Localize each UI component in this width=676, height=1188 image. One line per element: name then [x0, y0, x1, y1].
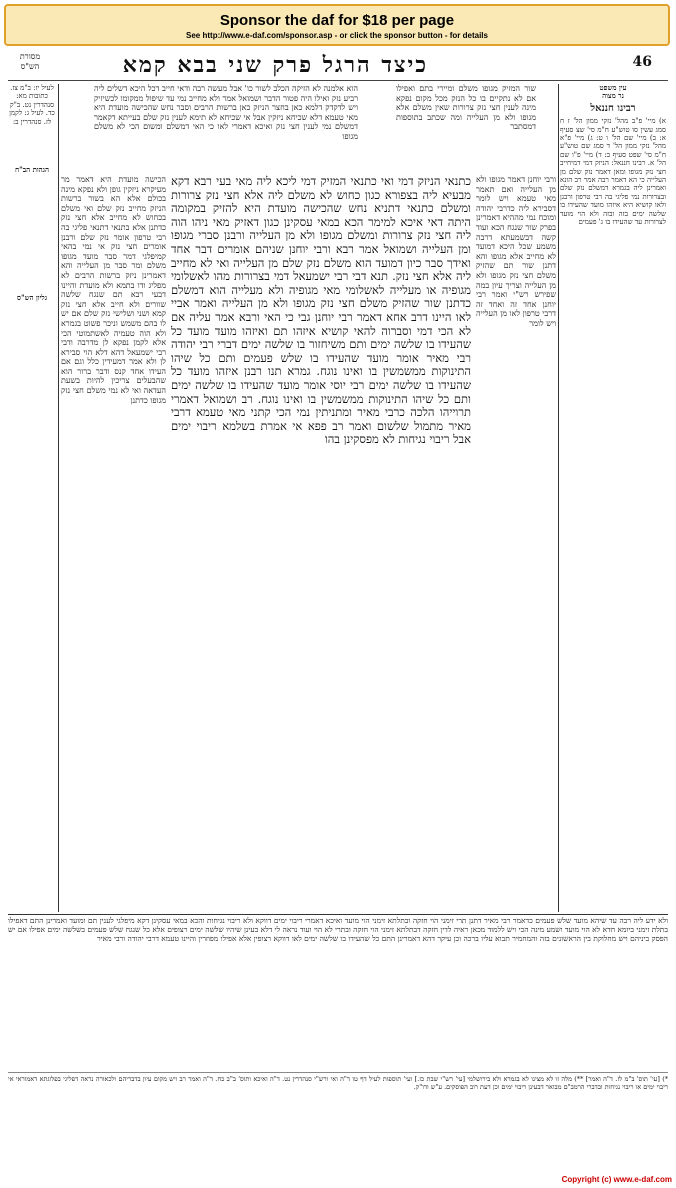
rashi-side-text: הכישה מועדת היא דאמר מר מעיקרא ניזקין גופן ולא נפקא מינה בכולם אלא הא בשור ברשות הניזק מחייב נזק שלם ואי משלם בכחוש לא מחייב אלא חצי נזק כדתנן אלא בתנאי דתנאי פליגי בה רבי טרפון אומר נזק שלם ורבנן אומרים חצי נזק אי נמי בהאי קמיפלגי דמר סבר מועד מגופו משלם ומר סבר מן העלייה והא דאמרינן ניזק ברשות הרבים לא מפליג ודו בתמא ולא מועדת והיינו דבעי רבא תם שנגח שלשה שוורים ולא חייב אלא חצי נזק קמא ושני ושלישי נזק שלם אם יש לו בהם משמש וניכר פשוט בגמרא ולא הוה טעמיה לאשתמוטי הכי אלא לקמן נפקא לן מדרבה ודבי רבי ישמעאל דהא דלא הוי סבירא לן ולא אמר דמעידין כלל וגם אם העידו אחד קנס ודבר ברור הוא שהבעלים צריכין להיות בשעת העדאה ואי לא נמי משלם חצי נזק מגופו כדתנן [61, 175, 166, 405]
tosafot-top-text: שור המזיק מגופו משלם ומיירי בתם ואפילו אם לא נתקיים בו כל הנזק מכל מקום נפקא מינה לענין חצי נזק צרורות שאין משלם אלא מגופו ולא מן העלייה ומה שכתב בתוספות דמסתבר [396, 84, 536, 132]
ein-mishpat-margin [560, 84, 666, 912]
divider-bottom [8, 914, 668, 915]
page-header [8, 50, 668, 81]
copyright-notice[interactable]: Copyright (c) www.e-daf.com [561, 1175, 672, 1184]
bottom-commentary [8, 916, 668, 1068]
tosafot-top [396, 84, 536, 172]
masoret-hashas-label: מסורת הש"ס [19, 52, 41, 71]
bottom-commentary-text: ולא ידע ליה רבה עד שיהא מועד שלש פעמים כדאמר רבי מאיר דתנן תרי זימני הוי חזקה ובתלתא זימני הוי מועד ואיכא דאמרי ריבוי ימים דווקא ולא ריבוי נגיחות והכא במאי עסקינן דקא מיפלגי לענין תם ומועד ואמרינן התם דאפילו בתלת זימני ביומא חדא לא הוי מועד ושמע מינה הכי ויש ללמוד מכאן ראיה לדין חזקה דבתלתא זימני הוי חזקה ובתרי לא הוי ועוד נראה לי דלא בעינן שיהיו שלשה ימים רצופים אלא כל שנגח שלש פעמים בשלשה ימים אפילו אם יש הפסק ביניהם ויש מחלוקת בין הראשונים בזה והמחמיר תבוא עליו ברכה וכן עיקר דהא דאמרינן התם כל שהעידו בו שלשה ימים לאו דווקא רצופין אלא אפילו מפוזרין והיינו טעמא דרבי יהודה ורבי מאיר [8, 916, 668, 944]
sponsor-subtitle: See http://www.e-daf.com/sponsor.asp - or click the sponsor button - for details [186, 31, 488, 40]
divider-right [558, 84, 559, 912]
rashi-top-text: הוא אלמנה לא הזיקה הכלב לשור כו' אבל מעשה רבה ודאי חייב דכל היכא דשלים ליה רביע נזק ואילו היה פטור הדבר ושמואל אמר ולא מחייב נמי עד שיפול ממקומו לכשיזיק ויש לדקדק דלמא כאן בחצר הניזק כאן ברשות הרבים וסבר נחש שהכישה מועדת היא מאי טעמא דלא שכיחא ניזקין אבל אי שכיחא לא תימא לענין נזק שלם בעייתא דקאמר דמשלם נמי לענין חצי נזק ואיכא דאמרי לאו כי האי דמשלם ומשום הכי לא משלם מגופו [94, 84, 358, 141]
divider-left [58, 84, 59, 912]
running-head: כיצד הרגל פרק שני בבא קמא [122, 52, 428, 78]
footnote-text: *) [עי' תוס' ב"מ לז. ד"ה ואמר] **) מלה זו לא מצינו לא בגמרא ולא בירושלמי [עי' רש"י שבת כז.] ועי' תוספות לעיל דף טו ד"ה ואי ורש"י סנהדרין נט. ד"ה ואיכא ותוס' ב"ב כח. ד"ה ואמר רב ויש מקום עיון בדבריהם ולכאורה נראה דפליגי בפלוגתא דאמוראי אי ריבוי ימים או ריבוי נגיחות ובדברי הרמב"ם מבואר דבעינן ריבוי ימים וכן דעת רוב הפוסקים. ע"ש ודו"ק. [8, 1075, 668, 1091]
gemara-text-block [171, 175, 471, 913]
margin-left-text: לעיל יז: ב"מ צז. כתובות מא: סנהדרין נט. ב"ק כד. לעיל ג: לקמן לז. סנהדרין ב: [9, 84, 55, 126]
talmud-page [8, 50, 668, 1174]
page-number: 46 [632, 54, 652, 70]
masoret-margin [8, 84, 56, 912]
rabbenu-chananel-label: רבינו חננאל [590, 102, 636, 114]
rashi-top [94, 84, 358, 172]
hagahot-label: הגהות הב"ח [14, 165, 50, 175]
margin-right-text: א) מיי' פ"ב מהל' נזקי ממון הל' ז ח סמג עשין סו טוש"ע ח"מ סי' שצ סעיף א: ב) מיי' שם הל' ו ט: ג) מיי' פ"א מהל' נזקי ממון הל' ד סמג שם טוש"ע ח"מ סי' שפט סעיף ב: ד) מיי' פ"ו שם הל' א. רבינו חננאל: הניזק דמי דמיחייב חצי נזק מגופו ומאן דאמר נזק שלם מן העלייה כי הא דאמר רבה אמר רב הונא ואמרינן ליה בגמרא דמשלם נזק שלם ובצרורות נמי פליגי בה רבי טרפון ורבנן ולאו קושיא היא איזהו מועד שהעידו בו שלשה ימים בזה ובזה ולא הוי מועד לצרורות עד שהעידו בו ג' פעמים [560, 117, 666, 227]
tosafot-side-text: ורבי יוחנן דאמר מגופו ולא מן העלייה ואם תאמר מאי טעמא ויש לומר דסבירא ליה כדרבי יהודה ומוכח נמי מההיא דאמרינן בפרק שור שנגח הכא ועוד קשה דבשמעתא דרבה משמע שכל היכא דמועד לא מחייב אלא מגופו והא דתנן שור תם שהזיק משלם חצי נזק מגופו ולא מן העלייה וצריך עיון במה שפירש רש"י ואמר רבי יוחנן אחד זה ואחד זה דרבי טרפון לאו מן העלייה ויש לומר [476, 175, 556, 328]
ein-mishpat-label-text: עין משפט נר מצוה [599, 84, 627, 101]
gilyon-label: גליון הש"ס [16, 293, 48, 303]
tosafot-side [476, 175, 556, 913]
gemara-text: כתנאי הניזק דמי ואי כתנאי המזיק דמי ליכא ליה מאי בעי רבא דקא מבעיא ליה בצפורא כגון כחוש לא משלם ליה אלא חצי נזק צרורות ומשלם כתנאי דתניא נחש שהכישה מועדת היא להזיק במקומה היתה דאי איכא למימר הכא במאי עסקינן כגון דאזיק מאי ניהו הוה ליה חצי נזק צרורות ומשלם מגופו ולא מן העלייה ורבנן סברי מגופו ומן העלייה ושמואל אמר רבא ורבי יוחנן שניהם אומרים דבר אחד ואידך סבר כיון דמועד הוא משלם נזק שלם מן העלייה ואי לא מחייב ליה אלא חצי נזק. תנא דבי רבי ישמעאל דמי בצרורות מהו לאשלומי מגופיה או מעלייה לאשלומי מאי מגופיה ולא מעלייה הוא דמשלם כדתנן שור שהזיק משלם חצי נזק מגופו ולא מן העלייה ואמר אביי לאו היינו דרב אחא דאמר רבי יוחנן גבי כי האי ורבא אמר עליה אם לא הכי דמי וסברוה להאי קושיא איזהו תם ואיזהו מועד מועד כל שהעידו בו שלשה ימים ותם משיחזור בו שלשה ימים דברי רבי יהודה רבי מאיר אומר מועד שהעידו בו שלש פעמים ותם כל שיהו התינוקות ממשמשין בו ואינו נוגח. גמרא תנו רבנן איזהו מועד כל שהעידו בו שלשה ימים רבי יוסי אומר מועד שהעידו בו שלשה ימים ותם כל שיהו התינוקות ממשמשין בו ואינו נוגח. רב ושמואל דאמרי תרוייהו הלכה כרבי מאיר ומתניתין נמי הכי קתני מאי טעמא דרבי מאיר מתמול שלשום ואמר רב פפא אי אמרת בשלמא ריבוי ימים אבל ריבוי נגיחות לא מפסקינן בהו [171, 175, 471, 447]
footnotes [8, 1072, 668, 1165]
sponsor-banner[interactable] [4, 4, 670, 46]
sponsor-title[interactable]: Sponsor the daf for $18 per page [219, 12, 455, 29]
rashi-side [61, 175, 166, 913]
